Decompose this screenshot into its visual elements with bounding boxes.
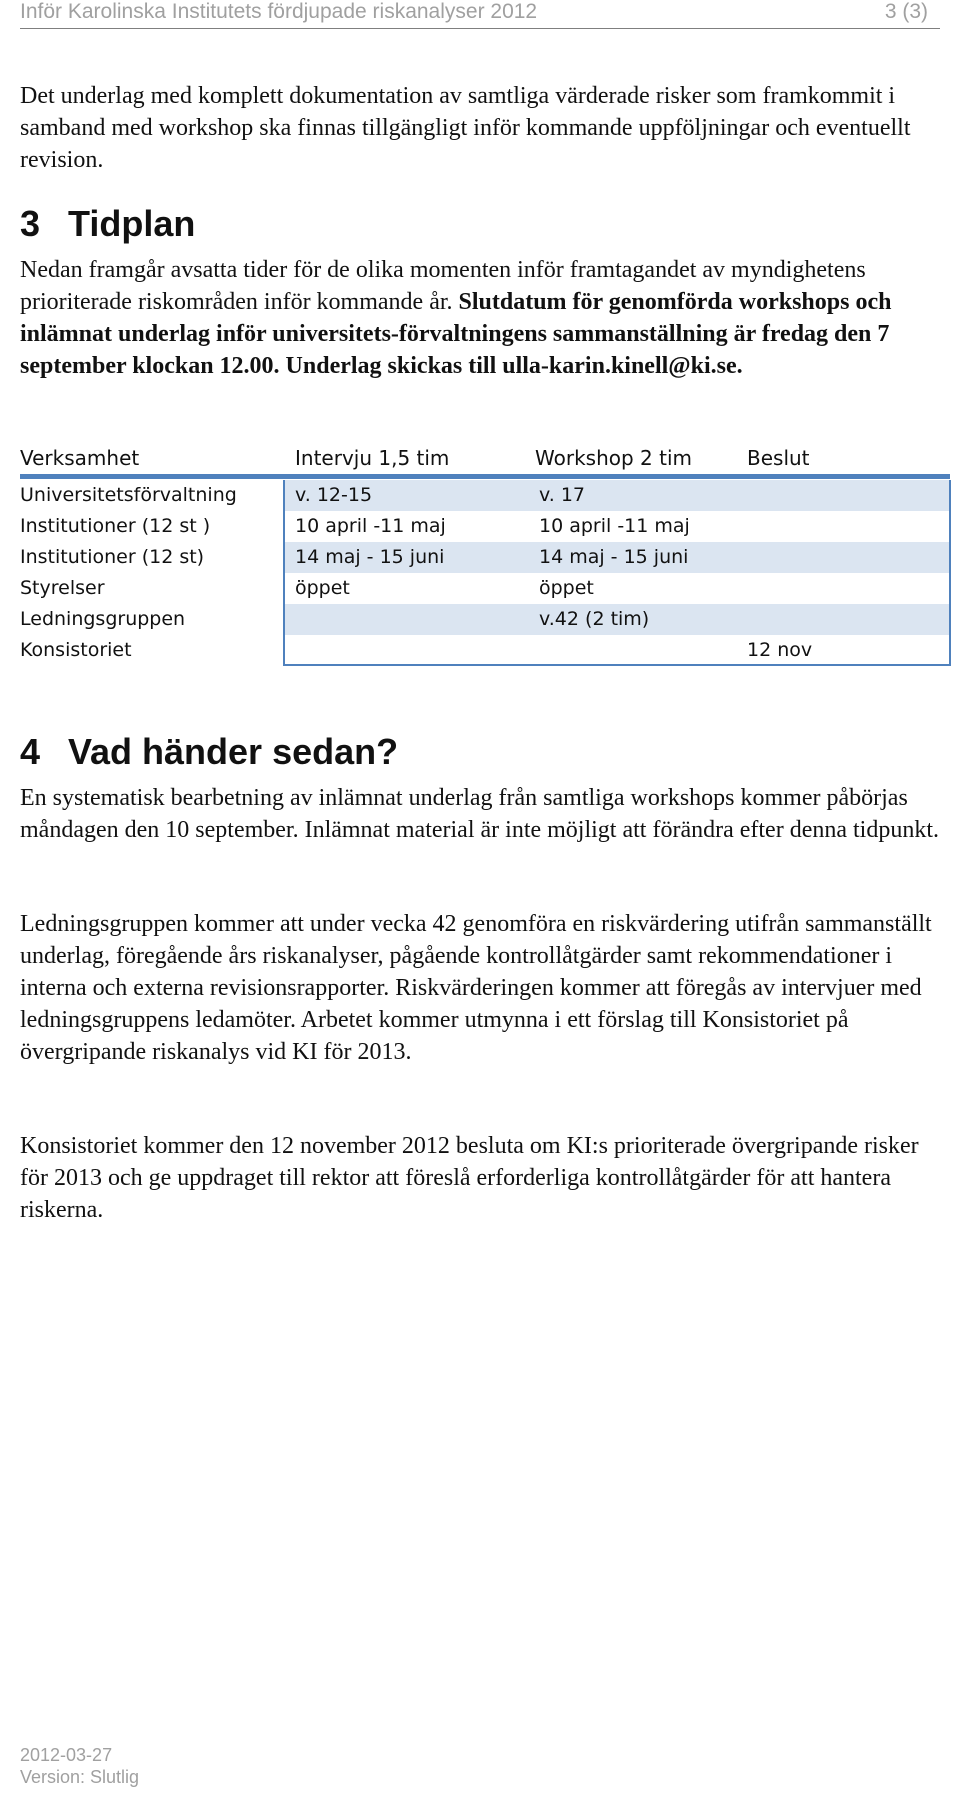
table-frame (283, 480, 951, 666)
section-4-title: Vad händer sedan? (68, 731, 399, 772)
intro-paragraph: Det underlag med komplett dokumentation av samtliga värderade risker som framkommit i samband med workshop ska finnas tillgängligt inför kommande uppföljningar och eventuellt revision. (20, 83, 911, 173)
cell-workshop: öppet (539, 577, 594, 599)
cell-beslut: 12 nov (747, 639, 813, 661)
section-3-deadline: Slutdatum för genomförda workshops och inlämnat underlag inför universitets-förvaltningens sammanställning är fredag den 7 september klockan 12.00. Underlag skickas till ulla-karin.kinell@ki.se. (20, 289, 892, 379)
header-rule (20, 474, 950, 479)
section-4-paragraph-2: Ledningsgruppen kommer att under vecka 42 genomföra en riskvärdering utifrån sammanställt underlag, föregående års riskanalyser, pågående kontrollåtgärder samt rekommendationer i interna och externa revisionsrapporter. Riskvärderingen kommer att föregås av intervjuer med ledningsgruppens ledamöter. Arbetet kommer utmynna i ett förslag till Konsistoriet på övergripande riskanalys vid KI för 2013. (20, 911, 932, 1065)
cell-verksamhet: Institutioner (12 st) (20, 546, 205, 568)
cell-workshop: v. 17 (539, 484, 586, 506)
header-workshop: Workshop 2 tim (535, 446, 692, 470)
section-4-paragraph-3: Konsistoriet kommer den 12 november 2012 besluta om KI:s prioriterade övergripande risker för 2013 och ge uppdraget till rektor att föreslå erforderliga kontrollåtgärder för att hantera riskerna. (20, 1133, 919, 1223)
header-title: Inför Karolinska Institutets fördjupade riskanalyser 2012 (20, 0, 538, 23)
section-3-paragraph (20, 254, 940, 382)
header-verksamhet: Verksamhet (20, 446, 140, 470)
cell-verksamhet: Ledningsgruppen (20, 608, 186, 630)
table-header-row (20, 440, 950, 474)
section-3-number: 3 (20, 203, 41, 244)
cell-workshop: 10 april -11 maj (539, 515, 690, 537)
section-4-paragraph-1: En systematisk bearbetning av inlämnat underlag från samtliga workshops kommer påbörjas måndagen den 10 september. Inlämnat material är inte möjligt att förändra efter denna tidpunkt. (20, 785, 940, 843)
section-3-title: Tidplan (68, 203, 196, 244)
cell-workshop: v.42 (2 tim) (539, 608, 650, 630)
header-page-number: 3 (3) (884, 0, 928, 23)
header-beslut: Beslut (747, 446, 810, 470)
section-3-heading (20, 202, 195, 246)
cell-workshop: 14 maj - 15 juni (539, 546, 689, 568)
section-3-text: Nedan framgår avsatta tider för de olika momenten inför framtagandet av myndighetens prioriterade riskområden inför kommande år. (20, 257, 866, 315)
cell-intervju: 14 maj - 15 juni (295, 546, 445, 568)
cell-intervju: v. 12-15 (295, 484, 373, 506)
cell-verksamhet: Institutioner (12 st ) (20, 515, 211, 537)
footer-version: Version: Slutlig (20, 1767, 140, 1787)
cell-intervju: 10 april -11 maj (295, 515, 446, 537)
cell-intervju: öppet (295, 577, 350, 599)
cell-verksamhet: Styrelser (20, 577, 105, 599)
footer-date: 2012-03-27 (20, 1745, 113, 1765)
section-4-heading (20, 730, 398, 774)
cell-verksamhet: Konsistoriet (20, 639, 132, 661)
header-intervju: Intervju 1,5 tim (295, 446, 450, 470)
page-header (20, 0, 940, 29)
cell-verksamhet: Universitetsförvaltning (20, 484, 237, 506)
section-4-number: 4 (20, 731, 41, 772)
